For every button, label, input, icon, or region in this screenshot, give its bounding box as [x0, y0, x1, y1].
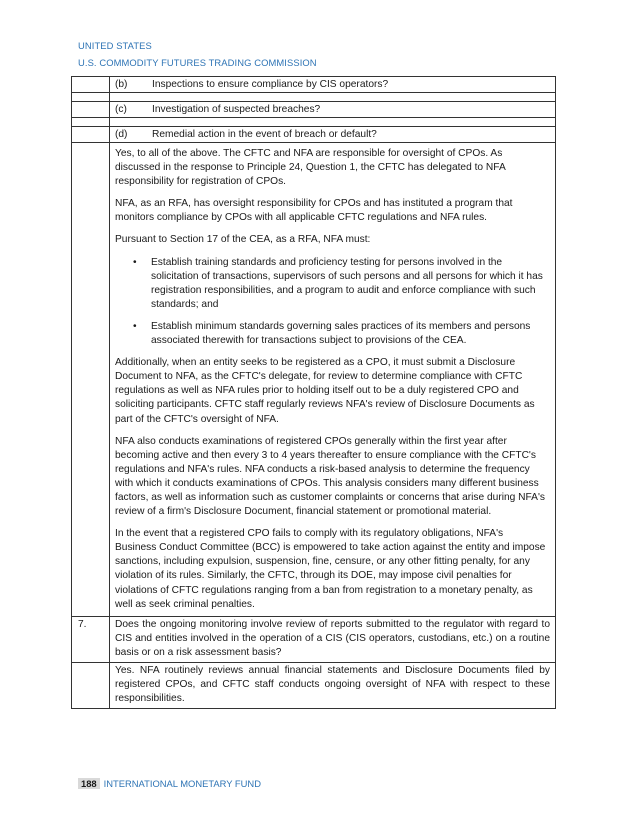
footer-org: INTERNATIONAL MONETARY FUND	[103, 778, 261, 789]
bullet-item-1: • Establish training standards and proficiency testing for persons involved in the solicitation of transactions, supervisors of such persons and all persons for which it has registration responsibilities, and a program to audit and enforce compliance with such standards; and	[115, 256, 547, 312]
question-7-text: Does the ongoing monitoring involve review of reports submitted to the regulator with regard to CIS and entities involved in the operation of a CIS (CIS operators, custodians, etc.) on a routine basis or on a risk assessment basis?	[115, 618, 550, 658]
answer-paragraph-3: Pursuant to Section 17 of the CEA, as a RFA, NFA must:	[115, 234, 371, 246]
row-b-text: Inspections to ensure compliance by CIS operators?	[152, 79, 389, 90]
header-country: UNITED STATES	[78, 40, 152, 51]
row-b	[72, 77, 556, 93]
row-c-text: Investigation of suspected breaches?	[152, 104, 321, 115]
row-d-label: (d)	[115, 129, 128, 140]
answer-block	[110, 143, 555, 616]
principle-table	[71, 76, 556, 709]
bullet-item-2: • Establish minimum standards governing sales practices of its members and persons associated therewith for transactions subject to provisions of the CEA.	[115, 320, 547, 348]
answer-paragraph-2: NFA, as an RFA, has oversight responsibility for CPOs and has instituted a program that monitors compliance by CPOs with all applicable CFTC regulations and NFA rules.	[115, 198, 513, 224]
row-c-label: (c)	[115, 104, 127, 115]
answer-paragraph-5: NFA also conducts examinations of registered CPOs generally within the first year after becoming active and then every 3 to 4 years thereafter to ensure compliance with the CFTC's regulations and NFA's rules. NFA conducts a risk-based analysis to determine the frequency with which it conducts examinations of CPOs. This analysis considers many different business factors, as well as information such as customer complaints or concerns that arise during NFA's review of a firm's Disclosure Document, financial statement or promotional material.	[115, 435, 545, 518]
answer-row	[72, 143, 556, 617]
question-7-row	[72, 616, 556, 662]
header-agency: U.S. COMMODITY FUTURES TRADING COMMISSION	[78, 57, 317, 68]
bullet-icon: •	[133, 320, 137, 332]
question-number: 7.	[78, 618, 87, 630]
answer-paragraph-1: Yes, to all of the above. The CFTC and NFA are responsible for oversight of CPOs. As discussed in the response to Principle 24, Question 1, the CFTC has delegated to NFA responsibility for registration of CPOs.	[115, 148, 506, 188]
row-d-text: Remedial action in the event of breach or default?	[152, 129, 377, 140]
answer-paragraph-4: Additionally, when an entity seeks to be registered as a CPO, it must submit a Disclosure Document to NFA, as the CFTC's delegate, for review to determine compliance with CFTC regulations as well as NFA rules prior to holding itself out to be a duly registered CPO and soliciting participants. CFTC staff regularly reviews NFA's review of Disclosure Documents as part of the CFTC's oversight of NFA.	[115, 357, 535, 425]
answer-7-row	[72, 663, 556, 709]
spacer-row	[72, 93, 556, 102]
answer-7-text: Yes. NFA routinely reviews annual financial statements and Disclosure Documents filed by registered CPOs, and CFTC staff conducts ongoing oversight of NFA with respect to these responsibilities.	[115, 665, 550, 705]
page-number: 188	[78, 778, 100, 789]
row-b-label: (b)	[115, 79, 128, 90]
bullet-icon: •	[133, 256, 137, 268]
page-footer	[78, 778, 261, 789]
answer-paragraph-6: In the event that a registered CPO fails to comply with its regulatory obligations, NFA's Business Conduct Committee (BCC) is empowered to take action against the entity and impose sanctions, including expulsion, suspension, fine, censure, or any other fitting penalty, for any violation of its rules. Similarly, the CFTC, through its DOE, may impose civil penalties for violations of CFTC regulations ranging from a ban from registration to a monetary penalty, as well as seek criminal penalties.	[115, 528, 546, 610]
row-d	[72, 127, 556, 143]
row-c	[72, 102, 556, 118]
spacer-row	[72, 118, 556, 127]
